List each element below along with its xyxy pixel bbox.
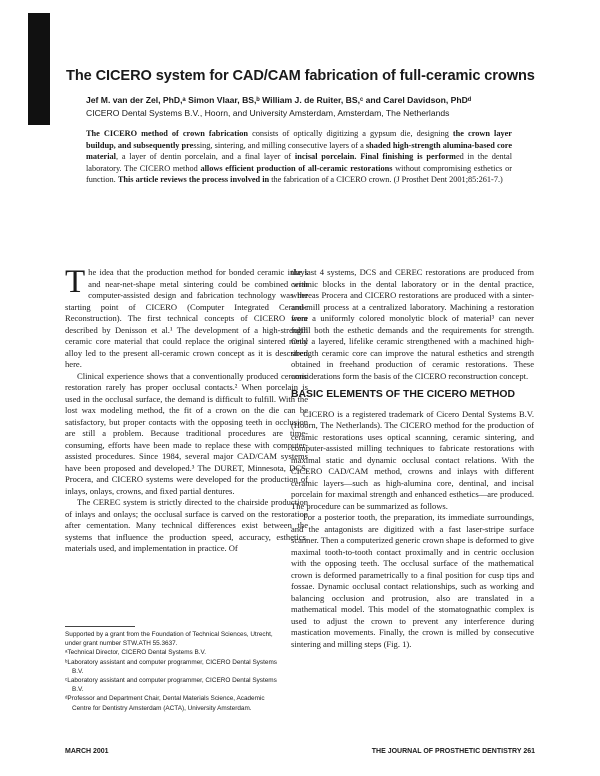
abstract-bold-4: incisal porcelain. Final finishing is perform bbox=[294, 152, 456, 162]
abstract-text-4: ed in the dental laboratory. The CICERO method bbox=[86, 152, 512, 173]
abstract-text-5: without compromising esthetics or function. bbox=[86, 163, 512, 185]
author-block bbox=[86, 94, 586, 120]
footnote-b: ᵇLaboratory assistant and computer programmer, CICERO Dental Systems B.V. bbox=[65, 658, 277, 675]
abstract-text-1: consists of optically digitizing a gypsum die, designing bbox=[248, 129, 453, 138]
footnote-d: ᵈProfessor and Department Chair, Dental Materials Science, Academic Centre for Dentistry Amsterdam (ACTA), University Amsterdam. bbox=[65, 695, 265, 712]
abstract-bold-6: This article reviews the process involved in bbox=[117, 175, 270, 185]
abstract bbox=[86, 128, 512, 186]
paragraph: CICERO is a registered trademark of Cicero Dental Systems B.V. (Hoorn, The Netherlands). The CICERO method for the production of ceramic restorations uses optical scanning, ceramic sintering, and computer-assisted milling techniques to fabricate restorations with maximal static and dynamic occlusal contact relations. With the CICERO CAD/CAM method, crowns and inlays with different ceramic layers—such as high-alumina core, dentinal, and incisal porcelain for maximal strength and enhanced esthetics—are produced. The procedure can be summarized as follows. bbox=[291, 408, 534, 511]
footer-date: MARCH 2001 bbox=[65, 748, 109, 755]
paragraph-text: he idea that the production method for bonded ceramic inlays and near-net-shape metal sintering could be combined with computer-assisted design and fabrication technology was the starting point of CICERO (Computer Integrated Ceramic Reconstruction). The first technical concepts of CICERO were described by Denisson et al.¹ The development of a high-strength ceramic core material that could replace the original sintered metal alloy led to the present all-ceramic crown concept as it is described here. bbox=[65, 267, 308, 369]
paragraph bbox=[65, 264, 308, 371]
paragraph: the last 4 systems, DCS and CEREC restorations are produced from ceramic blocks in the dental laboratory or in the dental practice, whereas Procera and CICERO restorations are produced with a sinter-and-mill process at a centralized laboratory. Machining a restoration from a uniformly colored monolytic block of material³ can never fulfill both the esthetic demands and the requirements for strength. Only a layered, lifelike ceramic strengthened with a machined high-strength ceramic core can improve the natural esthetics and strength obtained in freehand production of ceramic restorations. These considerations form the basis of the CICERO reconstruction concept. bbox=[291, 267, 534, 381]
right-column bbox=[291, 267, 534, 650]
footnotes bbox=[65, 630, 281, 713]
section-heading: BASIC ELEMENTS OF THE CICERO METHOD bbox=[291, 389, 515, 400]
abstract-text-2: ssing, sintering, and milling consecutive layers of a bbox=[193, 140, 366, 150]
footnote-a: ᵃTechnical Director, CICERO Dental Systems B.V. bbox=[65, 649, 207, 657]
abstract-bold-1: The CICERO method of crown fabrication bbox=[86, 129, 249, 138]
abstract-bold-2: the crown layer buildup, and subsequently pre bbox=[86, 129, 512, 150]
paragraph: Clinical experience shows that a conventionally produced ceramic restoration rarely has proper occlusal contacts.² When porcelain is used in the occlusal surface, the demand is difficult to fulfill. With the lost wax modeling method, the fit of a crown on the die can be satisfactory, but proper contacts with the opposing teeth in occlusion are still a problem. Because traditional procedures are time-consuming, efforts have been made to replace these with computer-assisted procedures. Since 1984, several major CAD/CAM systems have been proposed and developed.³ The DURET, Minnesota, DCS, Procera, and CICERO systems were developed for the production of inlays, onlays, crowns, and fixed partial dentures. bbox=[65, 370, 308, 496]
article-title: The CICERO system for CAD/CAM fabrication of full-ceramic crowns bbox=[66, 68, 535, 84]
abstract-bold-3: shaded high-strength alumina-based core material bbox=[86, 140, 512, 162]
author-names: Jef M. van der Zel, PhD,ᵃ Simon Vlaar, BS,ᵇ William J. de Ruiter, BS,ᶜ and Carel Davidson, PhDᵈ bbox=[86, 95, 472, 105]
abstract-text-6: the fabrication of a CICERO crown. (J Prosthet Dent 2001;85:261-7.) bbox=[269, 175, 503, 185]
paragraph: For a posterior tooth, the preparation, its immediate surroundings, and the antagonists are digitized with a fast laser-stripe surface scanner. Then a computerized generic crown shape is deformed to give maximal tooth-to-tooth contact proximally and in centric occlusion with the opposing teeth. The occlusal surface of the mathematical crown is deformed parametrically to a final position for cusp tips and fossae. Dynamic occlusal contact relationships, such as working and balancing occlusion and protrusion, also are translated in a mathematical model. This model of the stomatognathic complex is used to adjust the crown to prevent any interference during mastication movements. Finally, the crown is milled by consecutive sintering and milling steps (Fig. 1). bbox=[291, 512, 534, 649]
decorative-side-bar bbox=[28, 13, 50, 125]
author-affiliation: CICERO Dental Systems B.V., Hoorn, and University Amsterdam, Amsterdam, The Netherlands bbox=[86, 108, 450, 118]
left-column bbox=[65, 264, 308, 555]
footnote-support: Supported by a grant from the Foundation of Technical Sciences, Utrecht, under grant number STW.ATH 55.3637. bbox=[65, 631, 273, 648]
footnote-divider bbox=[65, 626, 135, 627]
abstract-text-3: , a layer of dentin porcelain, and a final layer of bbox=[115, 152, 295, 162]
drop-cap: T bbox=[65, 264, 86, 300]
paragraph: The CEREC system is strictly directed to the chairside production of inlays and onlays; the occlusal surface is carved on the restoration after cementation. Many technical differences exist between the systems that influence the production speed, accuracy, esthetics, materials used, and implementation in practice. Of bbox=[65, 497, 308, 553]
footnote-c: ᶜLaboratory assistant and computer programmer, CICERO Dental Systems B.V. bbox=[65, 677, 277, 694]
abstract-bold-5: allows efficient production of all-ceramic restorations bbox=[200, 163, 393, 173]
footer-journal-page: THE JOURNAL OF PROSTHETIC DENTISTRY 261 bbox=[371, 748, 535, 755]
